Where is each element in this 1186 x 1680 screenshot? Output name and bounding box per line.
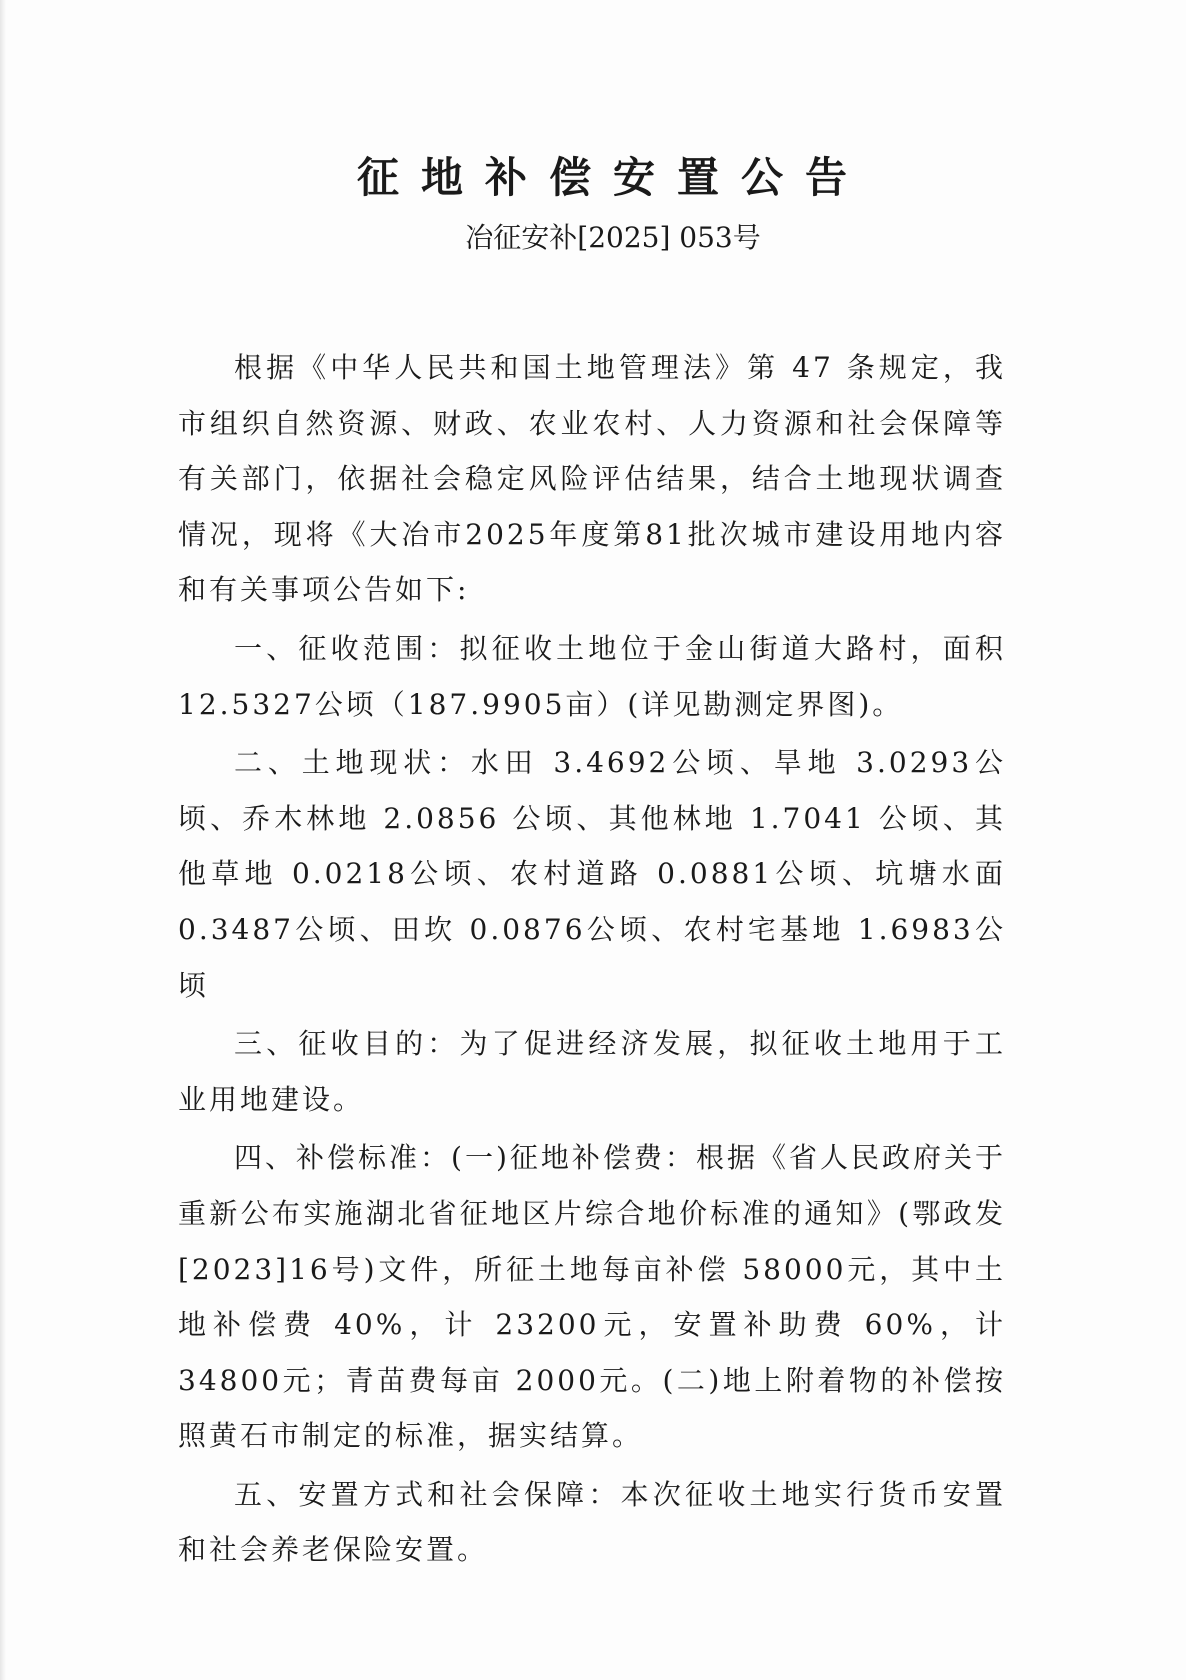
- paragraph-scope: 一、征收范围：拟征收土地位于金山街道大路村，面积 12.5327公顷（187.9905亩）(详见勘测定界图)。: [178, 631, 1006, 721]
- paragraph-resettlement: 五、安置方式和社会保障：本次征收土地实行货币安置和社会养老保险安置。: [178, 1477, 1006, 1567]
- document-body: [178, 340, 1006, 1581]
- document-number: 冶征安补[2025] 053号: [465, 221, 761, 254]
- paragraph-land-status: 二、土地现状：水田 3.4692公顷、旱地 3.0293公顷、乔木林地 2.0856 公顷、其他林地 1.7041 公顷、其他草地 0.0218公顷、农村道路 0.0881公顷、坑塘水面 0.3487公顷、田坎 0.0876公顷、农村宅基地 1.6983公顷: [178, 746, 1006, 1002]
- paragraph-intro: 根据《中华人民共和国土地管理法》第 47 条规定，我市组织自然资源、财政、农业农村、人力资源和社会保障等有关部门，依据社会稳定风险评估结果，结合土地现状调查情况，现将《大冶市2025年度第81批次城市建设用地内容和有关事项公告如下:: [178, 351, 1006, 607]
- paragraph-compensation: 四、补偿标准：(一)征地补偿费：根据《省人民政府关于重新公布实施湖北省征地区片综合地价标准的通知》(鄂政发[2023]16号)文件，所征土地每亩补偿 58000元，其中土地补偿费 40%，计 23200元，安置补助费 60%，计 34800元；青苗费每亩 2000元。(二)地上附着物的补偿按照黄石市制定的标准，据实结算。: [178, 1141, 1006, 1453]
- document-title: 征地补偿安置公告: [356, 153, 869, 202]
- paragraph-purpose: 三、征收目的：为了促进经济发展，拟征收土地用于工业用地建设。: [178, 1027, 1006, 1116]
